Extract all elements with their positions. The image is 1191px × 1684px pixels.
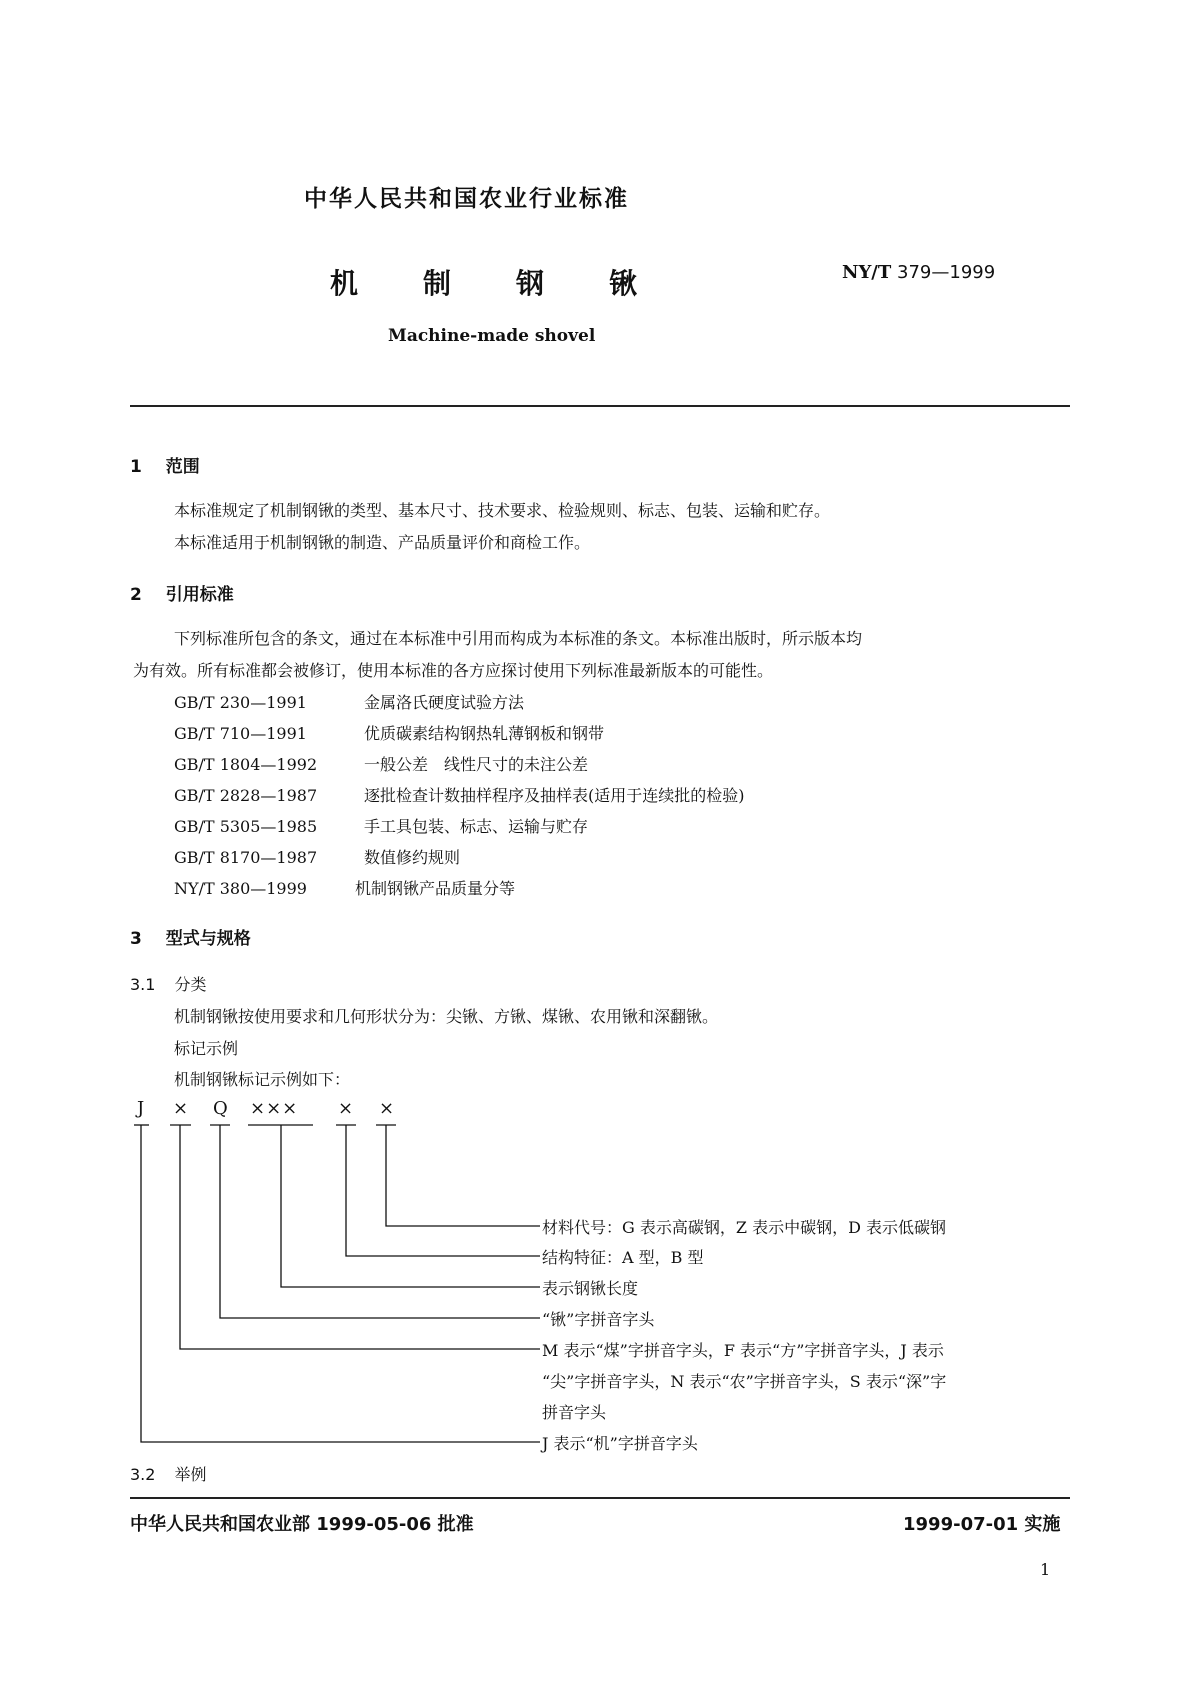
reference-title: 优质碳素结构钢热轧薄钢板和钢带 xyxy=(364,724,605,743)
explanation-line: “锹”字拼音字头 xyxy=(542,1310,655,1329)
paragraph: 机制钢锹标记示例如下： xyxy=(174,1070,351,1089)
explanation-line: 拼音字头 xyxy=(542,1403,607,1422)
code-letter: × xyxy=(338,1098,354,1119)
reference-title: 手工具包装、标志、运输与贮存 xyxy=(364,817,589,836)
leader-shovel xyxy=(220,1125,540,1318)
leader-length xyxy=(281,1125,540,1287)
subsection-number: 3.2 xyxy=(130,1465,156,1484)
approval-statement: 中华人民共和国农业部 1999-05-06 批准 xyxy=(130,1514,474,1535)
paragraph: 为有效。所有标准都会被修订，使用本标准的各方应探讨使用下列标准最新版本的可能性。 xyxy=(133,661,774,680)
leader-structure xyxy=(346,1125,540,1256)
title-char: 机 xyxy=(330,267,359,300)
code-letter: ××× xyxy=(250,1098,299,1119)
reference-code: GB/T 230—1991 xyxy=(174,693,307,712)
explanation-line: “尖”字拼音字头，N 表示“农”字拼音字头，S 表示“深”字 xyxy=(542,1372,947,1391)
reference-title: 一般公差 线性尺寸的未注公差 xyxy=(364,755,589,774)
code-letter: Q xyxy=(213,1098,228,1119)
footer-divider xyxy=(130,1497,1070,1499)
reference-code: GB/T 1804—1992 xyxy=(174,755,318,774)
explanation-line: 表示钢锹长度 xyxy=(542,1279,639,1298)
implementation-date: 1999-07-01 实施 xyxy=(903,1514,1061,1535)
paragraph: 下列标准所包含的条文，通过在本标准中引用而构成为本标准的条文。本标准出版时，所示版本均 xyxy=(174,629,863,648)
section-title: 型式与规格 xyxy=(165,929,251,949)
leader-machine xyxy=(141,1125,540,1442)
standard-prefix: NY/T xyxy=(842,262,892,283)
code-letter: J xyxy=(137,1098,145,1119)
reference-code: GB/T 710—1991 xyxy=(174,724,307,743)
reference-code: NY/T 380—1999 xyxy=(174,879,307,898)
section-title: 引用标准 xyxy=(165,585,234,605)
reference-code: GB/T 5305—1985 xyxy=(174,817,318,836)
org-title: 中华人民共和国农业行业标准 xyxy=(304,186,629,212)
paragraph: 本标准规定了机制钢锹的类型、基本尺寸、技术要求、检验规则、标志、包装、运输和贮存。 xyxy=(174,501,831,520)
reference-title: 数值修约规则 xyxy=(364,848,461,867)
explanation-line: 材料代号：G 表示高碳钢，Z 表示中碳钢，D 表示低碳钢 xyxy=(542,1218,946,1237)
page-number: 1 xyxy=(1040,1560,1051,1579)
subsection-number: 3.1 xyxy=(130,975,156,994)
standard-code: 379—1999 xyxy=(897,262,996,283)
section-number: 2 xyxy=(130,585,142,605)
code-letter: × xyxy=(173,1098,189,1119)
reference-title: 逐批检查计数抽样程序及抽样表(适用于连续批的检验) xyxy=(364,786,745,805)
reference-code: GB/T 2828—1987 xyxy=(174,786,318,805)
title-char: 制 xyxy=(423,267,452,300)
reference-code: GB/T 8170—1987 xyxy=(174,848,318,867)
paragraph: 标记示例 xyxy=(174,1039,239,1058)
subsection-title: 举例 xyxy=(174,1465,207,1484)
title-char: 锹 xyxy=(609,267,638,300)
title-char: 钢 xyxy=(516,267,545,300)
explanation-line: 结构特征：A 型，B 型 xyxy=(542,1248,704,1267)
section-number: 1 xyxy=(130,457,142,477)
paragraph: 机制钢锹按使用要求和几何形状分为：尖锹、方锹、煤锹、农用锹和深翻锹。 xyxy=(174,1007,719,1026)
section-title: 范围 xyxy=(165,457,200,477)
subsection-3-2 xyxy=(130,1462,207,1485)
section-number: 3 xyxy=(130,929,142,949)
english-title: Machine-made shovel xyxy=(388,326,596,346)
reference-title: 金属洛氏硬度试验方法 xyxy=(364,693,525,712)
explanation-line: M 表示“煤”字拼音字头，F 表示“方”字拼音字头，J 表示 xyxy=(542,1341,944,1360)
leader-type xyxy=(180,1125,540,1349)
subsection-title: 分类 xyxy=(174,975,207,994)
leader-material xyxy=(386,1125,540,1226)
paragraph: 本标准适用于机制钢锹的制造、产品质量评价和商检工作。 xyxy=(174,533,591,552)
explanation-line: J 表示“机”字拼音字头 xyxy=(542,1434,698,1453)
code-letter: × xyxy=(379,1098,395,1119)
reference-title: 机制钢锹产品质量分等 xyxy=(355,879,516,898)
